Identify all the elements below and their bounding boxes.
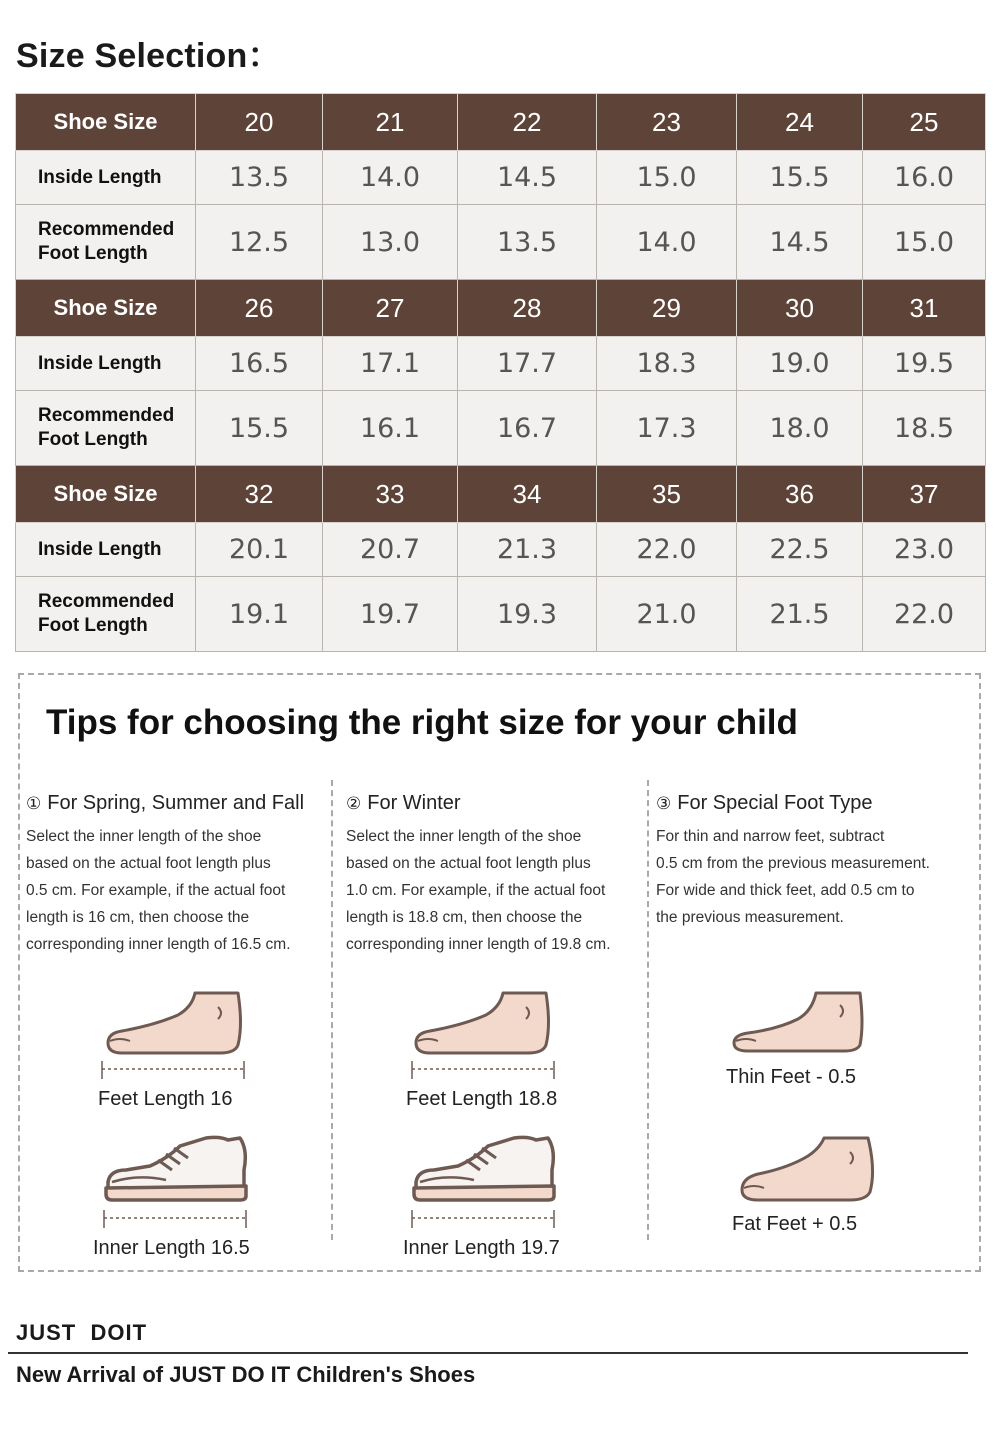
recommended-foot-length-label (16, 577, 196, 652)
shoe-icon (406, 1130, 561, 1230)
label-line: Foot Length (38, 615, 148, 636)
inside-length-cell: 17.7 (458, 337, 597, 391)
tip-line: 0.5 cm from the previous measurement. (656, 855, 930, 872)
inside-length-cell: 18.3 (597, 337, 737, 391)
recommended-foot-length-cell: 15.5 (196, 391, 323, 466)
tip-line: the previous measurement. (656, 909, 844, 926)
shoe-size-cell: 36 (737, 466, 863, 523)
inside-length-row (16, 337, 986, 391)
inside-length-cell: 19.5 (863, 337, 986, 391)
recommended-foot-length-cell: 21.0 (597, 577, 737, 652)
feet-length-caption: Feet Length 18.8 (406, 1088, 558, 1110)
shoe-size-cell: 24 (737, 94, 863, 151)
inside-length-cell: 14.5 (458, 151, 597, 205)
circled-number: ② (346, 794, 362, 814)
recommended-foot-length-cell: 15.0 (863, 205, 986, 280)
recommended-foot-length-cell: 16.7 (458, 391, 597, 466)
divider (8, 1352, 968, 1354)
shoe-size-row (16, 94, 986, 151)
inner-length-caption: Inner Length 19.7 (403, 1237, 560, 1259)
tip-body (26, 823, 326, 958)
shoe-size-cell: 22 (458, 94, 597, 151)
shoe-size-cell: 31 (863, 280, 986, 337)
recommended-foot-length-cell: 14.0 (597, 205, 737, 280)
fat-feet-caption: Fat Feet + 0.5 (732, 1213, 858, 1235)
recommended-foot-length-cell: 21.5 (737, 577, 863, 652)
shoe-size-row (16, 280, 986, 337)
inside-length-cell: 15.5 (737, 151, 863, 205)
tip-body (656, 823, 956, 931)
shoe-size-cell: 20 (196, 94, 323, 151)
tips-title: Tips for choosing the right size for your child (46, 703, 798, 742)
tip-line: Select the inner length of the shoe (26, 828, 262, 845)
label-line: Recommended (38, 405, 175, 426)
page-title: Size Selection： (16, 37, 282, 75)
size-chart-table (15, 93, 986, 652)
tip-column-special (656, 792, 956, 931)
recommended-foot-length-label (16, 391, 196, 466)
inside-length-cell: 22.5 (737, 523, 863, 577)
inside-length-label: Inside Length (16, 523, 196, 577)
label-line: Recommended (38, 219, 175, 240)
inside-length-label: Inside Length (16, 151, 196, 205)
tip-line: based on the actual foot length plus (346, 855, 591, 872)
tip-line: length is 18.8 cm, then choose the (346, 909, 583, 926)
shoe-size-cell: 28 (458, 280, 597, 337)
shoe-size-cell: 23 (597, 94, 737, 151)
recommended-foot-length-cell: 12.5 (196, 205, 323, 280)
recommended-foot-length-cell: 18.5 (863, 391, 986, 466)
thin-foot-icon (728, 985, 868, 1060)
shoe-size-cell: 26 (196, 280, 323, 337)
label-line: Foot Length (38, 243, 148, 264)
circled-number: ① (26, 794, 42, 814)
foot-icon (100, 985, 250, 1085)
tip-heading (26, 792, 326, 815)
shoe-size-label: Shoe Size (16, 466, 196, 523)
inside-length-row (16, 151, 986, 205)
tip-line: corresponding inner length of 16.5 cm. (26, 936, 291, 953)
tip-line: For wide and thick feet, add 0.5 cm to (656, 882, 915, 899)
inside-length-cell: 22.0 (597, 523, 737, 577)
inside-length-cell: 16.5 (196, 337, 323, 391)
shoe-size-cell: 25 (863, 94, 986, 151)
recommended-foot-length-label (16, 205, 196, 280)
tip-line: length is 16 cm, then choose the (26, 909, 250, 926)
tip-line: For thin and narrow feet, subtract (656, 828, 885, 845)
recommended-foot-length-cell: 18.0 (737, 391, 863, 466)
recommended-foot-length-cell: 16.1 (323, 391, 458, 466)
inside-length-cell: 15.0 (597, 151, 737, 205)
inside-length-cell: 23.0 (863, 523, 986, 577)
tip-heading-text: For Winter (367, 792, 461, 814)
inside-length-cell: 13.5 (196, 151, 323, 205)
inside-length-cell: 20.7 (323, 523, 458, 577)
tip-heading-text: For Special Foot Type (677, 792, 873, 814)
tip-column-winter (346, 792, 646, 958)
label-line: Foot Length (38, 429, 148, 450)
inside-length-row (16, 523, 986, 577)
recommended-foot-length-cell: 13.0 (323, 205, 458, 280)
shoe-size-label: Shoe Size (16, 280, 196, 337)
footer-subtitle: New Arrival of JUST DO IT Children's Shoes (16, 1362, 476, 1387)
recommended-foot-length-row (16, 577, 986, 652)
inside-length-cell: 20.1 (196, 523, 323, 577)
label-line: Recommended (38, 591, 175, 612)
inside-length-cell: 17.1 (323, 337, 458, 391)
inside-length-cell: 21.3 (458, 523, 597, 577)
inside-length-cell: 19.0 (737, 337, 863, 391)
inner-length-caption: Inner Length 16.5 (93, 1237, 250, 1259)
circled-number: ③ (656, 794, 672, 814)
tip-line: corresponding inner length of 19.8 cm. (346, 936, 611, 953)
inside-length-cell: 14.0 (323, 151, 458, 205)
inside-length-label: Inside Length (16, 337, 196, 391)
tip-heading (656, 792, 956, 815)
brand-name: JUST DOIT (16, 1320, 148, 1345)
shoe-size-cell: 34 (458, 466, 597, 523)
shoe-size-label: Shoe Size (16, 94, 196, 151)
shoe-size-row (16, 466, 986, 523)
recommended-foot-length-cell: 17.3 (597, 391, 737, 466)
fat-foot-icon (736, 1130, 881, 1210)
inside-length-cell: 16.0 (863, 151, 986, 205)
recommended-foot-length-cell: 19.3 (458, 577, 597, 652)
column-divider (647, 780, 649, 1240)
tip-heading (346, 792, 646, 815)
tip-heading-text: For Spring, Summer and Fall (47, 792, 305, 814)
shoe-size-cell: 35 (597, 466, 737, 523)
recommended-foot-length-cell: 19.7 (323, 577, 458, 652)
recommended-foot-length-cell: 22.0 (863, 577, 986, 652)
recommended-foot-length-cell: 19.1 (196, 577, 323, 652)
tip-line: based on the actual foot length plus (26, 855, 271, 872)
shoe-size-cell: 37 (863, 466, 986, 523)
foot-icon (408, 985, 558, 1085)
tip-line: 0.5 cm. For example, if the actual foot (26, 882, 286, 899)
thin-feet-caption: Thin Feet - 0.5 (726, 1066, 857, 1088)
tip-line: 1.0 cm. For example, if the actual foot (346, 882, 606, 899)
recommended-foot-length-row (16, 391, 986, 466)
shoe-size-cell: 32 (196, 466, 323, 523)
recommended-foot-length-row (16, 205, 986, 280)
tip-column-spring (26, 792, 326, 958)
shoe-size-cell: 27 (323, 280, 458, 337)
recommended-foot-length-cell: 14.5 (737, 205, 863, 280)
shoe-icon (98, 1130, 253, 1230)
recommended-foot-length-cell: 13.5 (458, 205, 597, 280)
feet-length-caption: Feet Length 16 (98, 1088, 233, 1110)
column-divider (331, 780, 333, 1240)
shoe-size-cell: 29 (597, 280, 737, 337)
tip-line: Select the inner length of the shoe (346, 828, 582, 845)
shoe-size-cell: 21 (323, 94, 458, 151)
shoe-size-cell: 33 (323, 466, 458, 523)
tip-body (346, 823, 646, 958)
shoe-size-cell: 30 (737, 280, 863, 337)
